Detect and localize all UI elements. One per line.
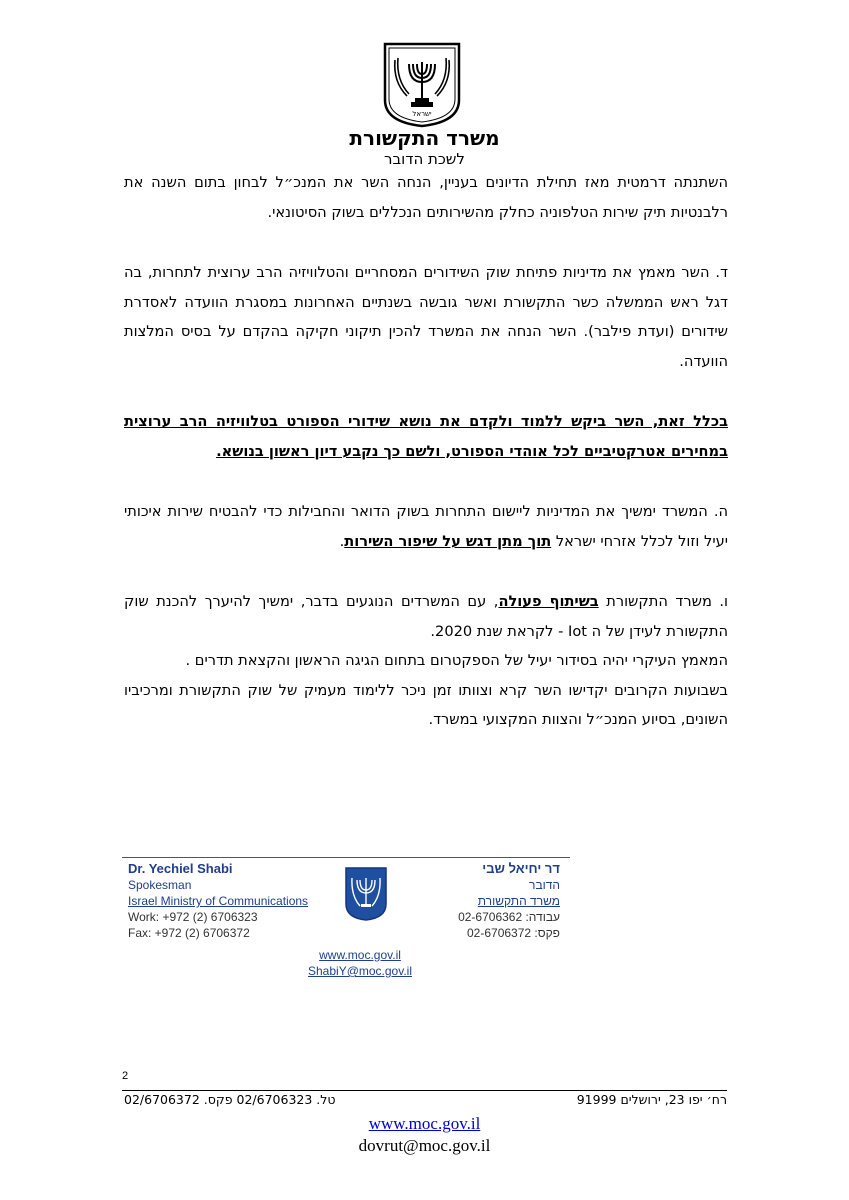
signature-hebrew — [458, 861, 560, 941]
signature-he-title: הדובר — [529, 878, 560, 892]
state-emblem-icon — [381, 40, 463, 128]
footer-email: dovrut@moc.gov.il — [358, 1136, 491, 1155]
signature-en-ministry: Israel Ministry of Communications — [128, 894, 309, 908]
paragraph-d: ד. השר מאמץ את מדיניות פתיחת שוק השידורים המסחריים והטלוויזיה הרב ערוצית לתחרות, בה דגל ראש הממשלה כשר התקשורת ואשר גובשה בשנתיים האחרונות במסגרת הוועדה לאסדרת שידורים (ועדת פילבר). השר הנחה את המשרד להכין תיקוני חקיקה בהקדם על בסיס המלצות הוועדה. — [124, 264, 728, 370]
signature-en-name: Dr. Yechiel Shabi — [128, 861, 233, 876]
paragraph-sports-broadcast: בכלל זאת, השר ביקש ללמוד ולקדם את נושא שידורי הספורט בטלוויזיה הרב ערוצית במחירים אטרקטיביים לכל אוהדי הספורט, ולשם כך נקבע דיון ראשון בנושא. — [124, 413, 728, 460]
page-number: 2 — [122, 1070, 129, 1082]
signature-website-link[interactable]: www.moc.gov.il — [319, 948, 401, 962]
organization-name: משרד התקשורת — [349, 126, 500, 150]
signature-en-title: Spokesman — [128, 878, 192, 892]
paragraph-v-emphasis: בשיתוף פעולה — [498, 593, 599, 610]
signature-block — [122, 857, 570, 976]
paragraph-h-emphasis: תוך מתן דגש על שיפור השירות — [344, 532, 552, 550]
signature-en-work-phone: Work: +972 (2) 6706323 — [128, 910, 258, 924]
footer-divider — [122, 1090, 727, 1091]
signature-he-ministry: משרד התקשורת — [477, 894, 560, 908]
paragraph-v-end: , עם המשרדים הנוגעים בדבר, ימשיך להיערך להכנת שוק התקשורת לעידן של ה Iot - לקראת שנת 2020. — [124, 593, 728, 640]
signature-links — [308, 947, 412, 979]
paragraph-upcoming-weeks: בשבועות הקרובים יקדישו השר קרא וצוותו זמן ניכר ללימוד מעמיק של שוק התקשורת ומרכיביו השונים, בסיוע המנכ״ל והצוות המקצועי במשרד. — [124, 681, 728, 728]
signature-he-work-phone: עבודה: 02-6706362 — [458, 910, 560, 924]
signature-he-fax: פקס: 02-6706372 — [467, 926, 560, 940]
signature-email-link[interactable]: ShabiY@moc.gov.il — [308, 964, 413, 978]
footer-phones: טל. 02/6706323 פקס. 02/6706372 — [124, 1092, 336, 1107]
document-body — [124, 168, 728, 735]
paragraph-h-period: . — [339, 532, 345, 550]
footer-website-link[interactable]: www.moc.gov.il — [368, 1114, 481, 1133]
signature-en-fax: Fax: +972 (2) 6706372 — [128, 926, 250, 940]
paragraph-spectrum: המאמץ העיקרי יהיה בסידור יעיל של הספקטרום בתחום הגיגה הראשון והקצאת תדרים . — [185, 652, 728, 669]
ministry-emblem-icon — [344, 866, 388, 922]
paragraph-continuation: השתנתה דרמטית מאז תחילת הדיונים בעניין, הנחה השר את המנכ״ל לבחון בתום השנה את רלבנטיות תיק שירות הטלפוניה כחלק מהשירותים הנכללים בשוק הסיטונאי. — [124, 174, 728, 221]
footer-address: רח׳ יפו 23, ירושלים 91999 — [576, 1092, 727, 1107]
paragraph-v-start: ו. משרד התקשורת — [598, 593, 729, 610]
department-name: לשכת הדובר — [384, 150, 465, 168]
signature-he-name: דר יחיאל שבי — [482, 861, 560, 876]
paragraph-h-text: ה. המשרד ימשיך את המדיניות ליישום התחרות בשוק הדואר והחבילות כדי להבטיח שירות איכותי יעיל וזול לכלל אזרחי ישראל — [124, 503, 728, 550]
paragraph-h — [124, 497, 728, 556]
signature-english — [128, 861, 308, 941]
emblem-label: ישראל — [412, 110, 432, 118]
paragraph-v — [124, 587, 728, 646]
